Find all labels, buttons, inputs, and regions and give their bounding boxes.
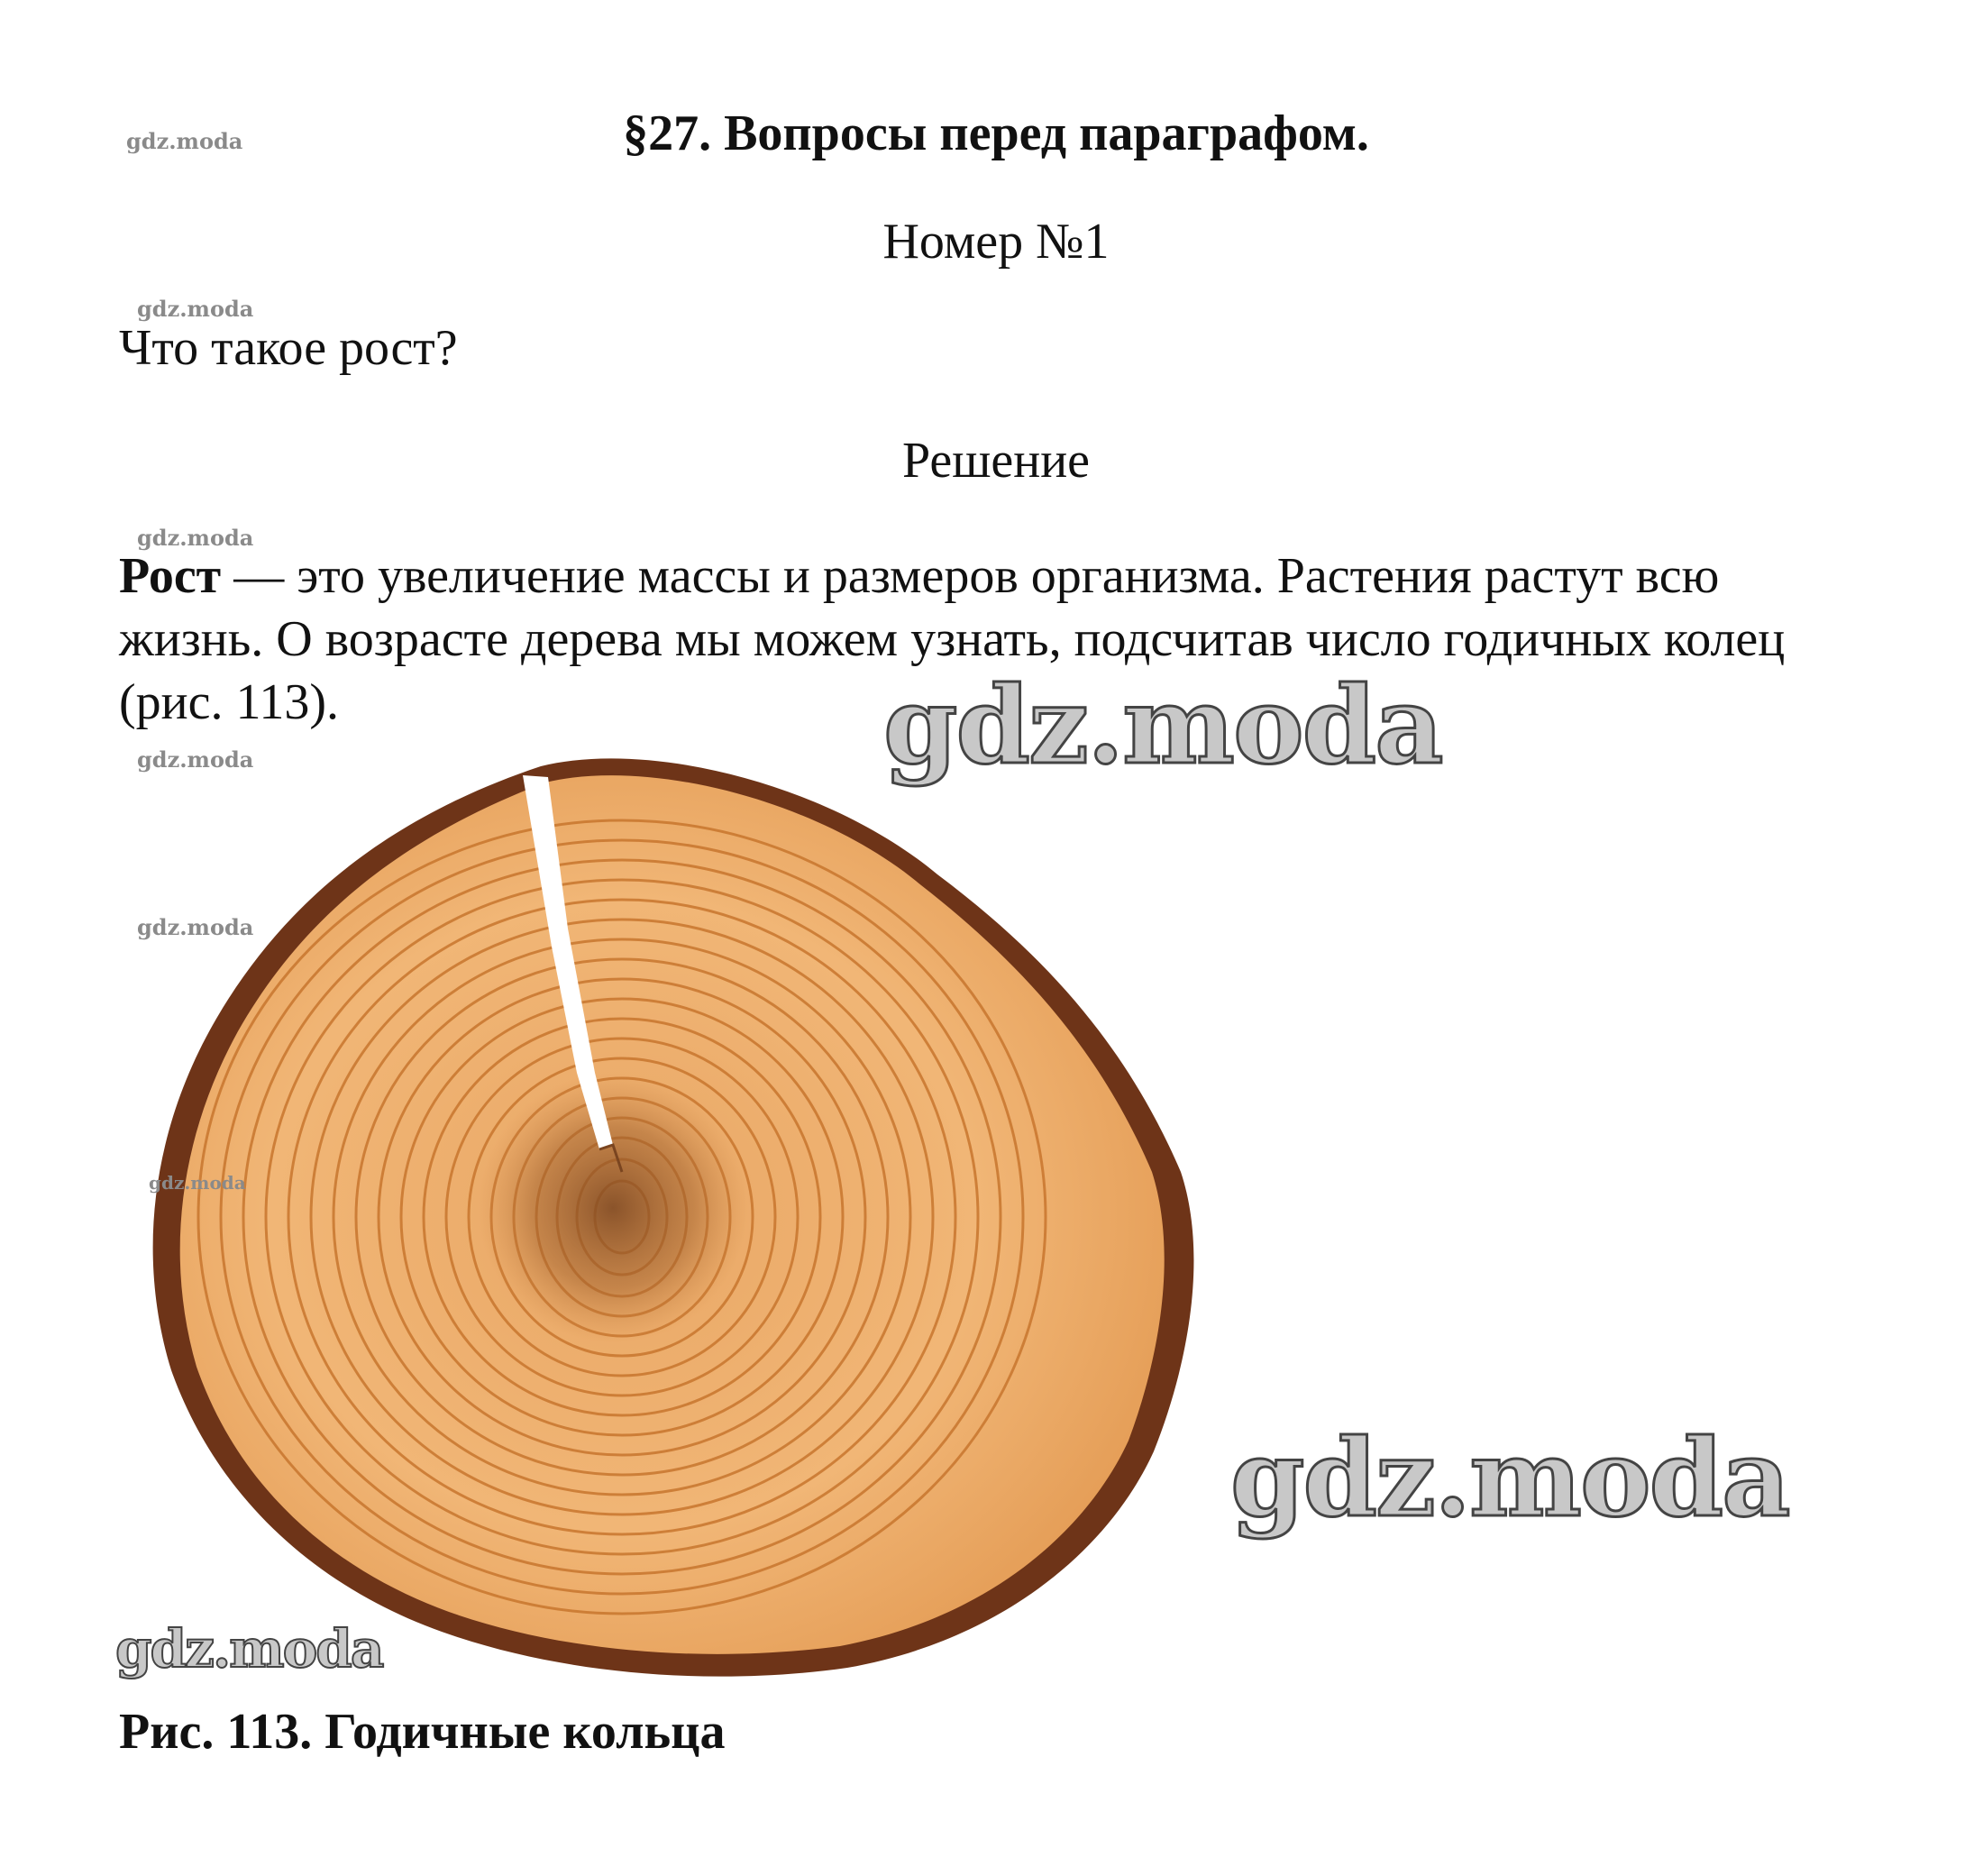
figure-caption: Рис. 113. Годичные кольца: [119, 1704, 726, 1760]
solution-heading: Решение: [901, 433, 1091, 489]
watermark-small: gdz.moda: [126, 128, 243, 154]
watermark-small: gdz.moda: [149, 1172, 246, 1194]
tree-rings-image: [144, 748, 1208, 1686]
question-text: Что такое рост?: [119, 320, 458, 376]
page-title: §27. Вопросы перед параграфом.: [623, 105, 1369, 161]
watermark-small: gdz.moda: [137, 525, 254, 551]
watermark-small: gdz.moda: [137, 296, 254, 322]
answer-term: Рост: [119, 548, 222, 604]
watermark-small: gdz.moda: [137, 746, 254, 773]
heartwood: [478, 1073, 748, 1343]
watermark-large: gdz.moda: [1230, 1415, 1789, 1541]
task-number: Номер №1: [882, 214, 1110, 270]
watermark-small: gdz.moda: [137, 914, 254, 940]
watermark-large: gdz.moda: [115, 1618, 383, 1679]
watermark-large: gdz.moda: [883, 663, 1442, 788]
answer-text: — это увеличение массы и размеров организма. Растения растут всю жизнь. О возрасте дерева мы можем узнать, подсчитав число годичных колец (рис. 113).: [119, 548, 1786, 730]
tree-rings-figure: [144, 748, 1208, 1686]
